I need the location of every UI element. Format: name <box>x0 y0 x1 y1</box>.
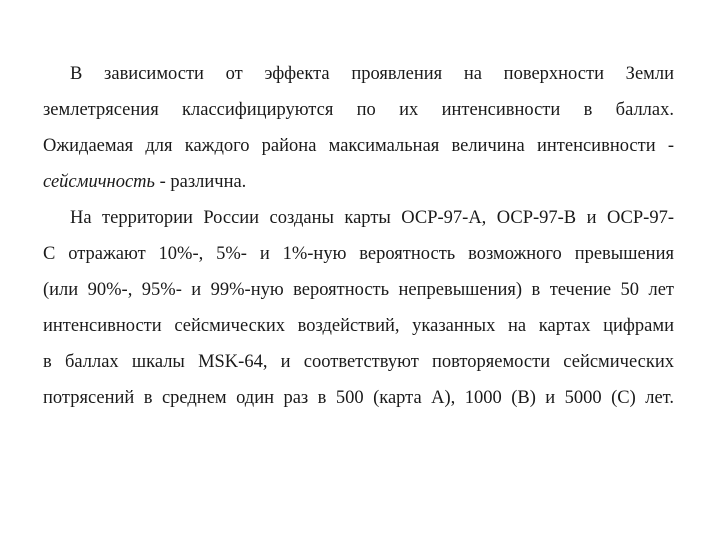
paragraph-2-line-5: в баллах шкалы MSK-64, и соответствуют повторяемости сейсмических <box>43 352 674 372</box>
paragraph-2-line-2: С отражают 10%-, 5%- и 1%-ную вероятность возможного превышения <box>43 244 674 264</box>
term-seismicity: сейсмичность <box>43 172 155 192</box>
paragraph-1-line-1: В зависимости от эффекта проявления на поверхности Земли <box>70 64 674 84</box>
paragraph-1-line-4-rest: - различна. <box>154 172 247 192</box>
paragraph-2-line-1: На территории России созданы карты ОСР-97-А, ОСР-97-В и ОСР-97- <box>70 208 674 228</box>
paragraph-1-line-4 <box>43 171 674 193</box>
paragraph-2-line-6: потрясений в среднем один раз в 500 (карта А), 1000 (В) и 5000 (С) лет. <box>43 388 674 408</box>
paragraph-2-line-4: интенсивности сейсмических воздействий, указанных на картах цифрами <box>43 316 674 336</box>
paragraph-1-line-2: землетрясения классифицируются по их интенсивности в баллах. <box>43 100 674 120</box>
paragraph-1-line-3: Ожидаемая для каждого района максимальная величина интенсивности - <box>43 136 674 156</box>
paragraph-2-line-3: (или 90%-, 95%- и 99%-ную вероятность непревышения) в течение 50 лет <box>43 280 674 300</box>
